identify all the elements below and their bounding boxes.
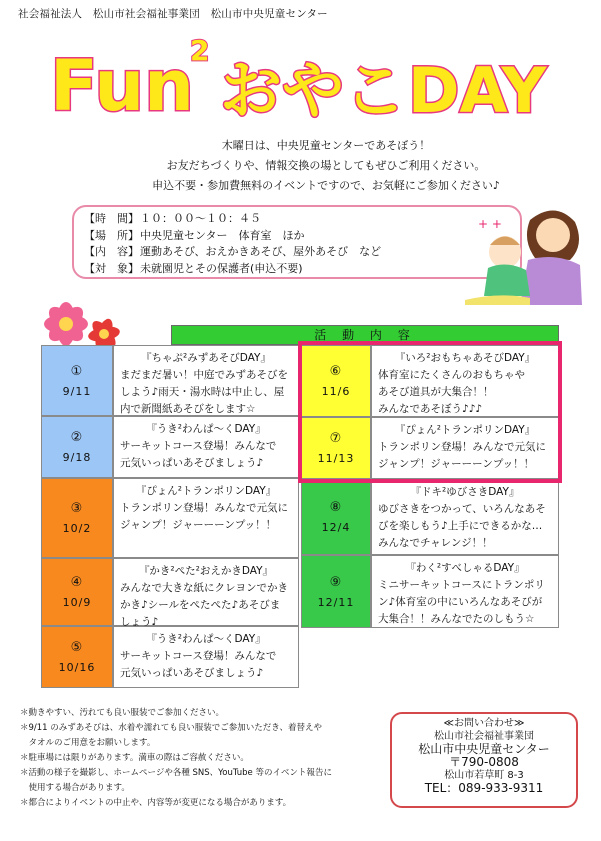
schedule-number: ⑧: [329, 500, 343, 515]
contact-box: [390, 712, 578, 808]
contact-tel: TEL：089-933-9311: [424, 781, 544, 795]
title-fun: Fun: [50, 45, 194, 127]
contact-address: 松山市若草町 8-3: [444, 770, 524, 781]
schedule-description-cell: [371, 555, 559, 628]
schedule-number: ④: [70, 575, 84, 590]
note-line: ＊都合によりイベントの中止や、内容等が変更になる場合があります。: [20, 798, 292, 808]
schedule-description-cell: [371, 479, 559, 555]
contact-postal: 〒790-0808: [449, 755, 519, 769]
contact-org: 松山市社会福祉事業団: [434, 731, 534, 742]
schedule-description-cell: [113, 345, 299, 416]
activity-description-line: ジャンプ！ジャーーーンプッ！！: [378, 458, 535, 470]
schedule-date-cell: [41, 558, 113, 626]
activity-description-line: 体育室にたくさんのおもちゃや: [378, 369, 525, 381]
activity-title: 『わく²すべしゃるDAY』: [405, 562, 525, 574]
activity-description-line: 元気いっぱいあそびましょう♪: [120, 667, 264, 679]
title-banner: [40, 30, 570, 130]
mother-child-illustration: [460, 200, 585, 305]
activity-title: 『かき²ぺた²おえかきDAY』: [138, 565, 274, 577]
schedule-number: ②: [70, 430, 84, 445]
notes-section: [20, 706, 380, 811]
schedule-date-cell: [301, 555, 371, 628]
activity-title: 『うき²わんぱ～くDAY』: [146, 633, 266, 645]
activity-description-line: しよう♪雨天・湯水時は中止し、屋: [120, 386, 285, 398]
activity-description-line: サーキットコース登場！みんなで: [120, 440, 277, 452]
schedule-date-cell: [301, 479, 371, 555]
note-line: ＊駐車場には限りがあります。満車の際はご容赦ください。: [20, 753, 249, 763]
title-day: DAY: [408, 54, 547, 127]
activity-description-line: ゆびさきをつかって、いろんなあそ: [378, 503, 546, 515]
title-oyako: おやこ: [220, 54, 407, 127]
activity-description-line: びを楽しもう♪上手にできるかな…: [378, 520, 543, 532]
schedule-number: ①: [70, 363, 84, 379]
activity-title: 『ぴょん²トランポリンDAY』: [135, 485, 277, 497]
activity-description-line: しょう♪: [120, 616, 159, 628]
activity-description-line: トランポリン登場！みんなで元気に: [378, 441, 546, 453]
activity-description-line: ミニサーキットコースにトランポリ: [378, 579, 545, 591]
activity-description-line: サーキットコース登場！みんなで: [120, 650, 277, 662]
activity-description-line: 元気いっぱいあそびましょう♪: [120, 457, 264, 469]
info-place: 【場 所】中央児童センター 体育室 ほか: [84, 228, 305, 242]
activity-description-line: みんなでチャレンジ！！: [378, 537, 493, 549]
schedule-date-cell: [41, 478, 113, 558]
intro-line-3: 申込不要・参加費無料のイベントですので、お気軽にご参加ください♪: [152, 179, 500, 192]
activity-description-line: 大集合！！みんなでたのしもう☆: [378, 613, 535, 625]
contact-center: 松山市中央児童センター: [418, 742, 550, 756]
schedule-date: 10/9: [62, 596, 92, 609]
schedule-number: ⑨: [329, 574, 343, 590]
activity-description-line: みんなであそぼう♪♪♪: [378, 403, 483, 415]
intro-line-1: 木曜日は、中央児童センターであそぼう！: [221, 139, 431, 152]
activity-description-line: ジャンプ！ジャーーーンプッ！！: [120, 519, 277, 531]
activity-description-line: ン♪体育室の中にいろんなあそびが: [378, 596, 543, 608]
schedule-description-cell: [113, 478, 299, 558]
schedule-date: 9/18: [62, 451, 92, 464]
activity-description-line: かき♪シールをぺたぺた♪あそびま: [120, 599, 281, 611]
schedule-number: ⑥: [329, 364, 343, 379]
schedule-date: 11/6: [321, 385, 351, 398]
schedule-date: 9/11: [62, 384, 92, 398]
activity-description-line: 内で新聞紙あそびをします☆: [120, 403, 256, 415]
info-target: 【対 象】未就園児とその保護者(申込不要): [84, 261, 303, 275]
schedule-date: 11/13: [317, 452, 355, 465]
note-line: 使用する場合があります。: [20, 783, 130, 793]
highlight-frame: [298, 341, 562, 483]
schedule-description-cell: [113, 626, 299, 688]
schedule-date-cell: [41, 416, 113, 478]
title-superscript: 2: [190, 34, 210, 67]
schedule-number: ③: [70, 501, 84, 516]
schedule-description-cell: [113, 558, 299, 626]
organization-line: 社会福祉法人 松山市社会福祉事業団 松山市中央児童センター: [18, 8, 328, 20]
event-info-box: [72, 205, 522, 279]
activity-description-line: みんなで大きな紙にクレヨンでかき: [120, 582, 288, 594]
schedule-date: 12/4: [321, 521, 351, 534]
schedule-description-cell: [113, 416, 299, 478]
schedule-date: 12/11: [317, 595, 355, 609]
schedule-date-cell: [41, 345, 113, 416]
note-line: ＊動きやすい、汚れても良い服装でご参加ください。: [20, 708, 225, 718]
intro-line-2: お友だちづくりや、情報交換の場としてもぜひご利用ください。: [166, 159, 486, 172]
svg-text:+ +: + +: [478, 217, 502, 231]
activity-title: 『いろ²おもちゃあそびDAY』: [394, 352, 536, 364]
activity-description-line: あそび道具が大集合！！: [378, 386, 494, 398]
info-content: 【内 容】運動あそび、おえかきあそび、屋外あそび など: [84, 245, 382, 258]
schedule-date: 10/16: [58, 661, 96, 674]
info-time: 【時 間】１０：００～１０：４５: [84, 212, 261, 225]
note-line: ＊活動の様子を撮影し、ホームページや各種 SNS、YouTube 等のイベント報告に: [20, 768, 332, 778]
activity-title: 『うき²わんぱ～くDAY』: [146, 423, 266, 435]
schedule-number: ⑤: [70, 640, 84, 655]
activity-title: 『ちゃぷ²みずあそびDAY』: [141, 352, 271, 364]
activity-title: 『ドキ²ゆびさきDAY』: [410, 486, 520, 498]
note-line: ＊9/11 のみずあそびは、水着や濡れても良い服装でご参加いただき、着替えや: [20, 723, 322, 733]
activity-title: 『ぴょん²トランポリンDAY』: [394, 424, 536, 436]
activity-header: 活 動 内 容: [171, 325, 559, 345]
schedule-date-cell: [41, 626, 113, 688]
activity-description-line: まだまだ暑い！中庭でみずあそびを: [120, 369, 288, 381]
activity-description-line: トランポリン登場！みんなで元気に: [120, 502, 288, 514]
contact-heading: ≪お問い合わせ≫: [443, 718, 525, 729]
note-line: タオルのご用意をお願いします。: [20, 738, 156, 748]
schedule-date: 10/2: [62, 522, 92, 535]
schedule-number: ⑦: [329, 431, 343, 446]
